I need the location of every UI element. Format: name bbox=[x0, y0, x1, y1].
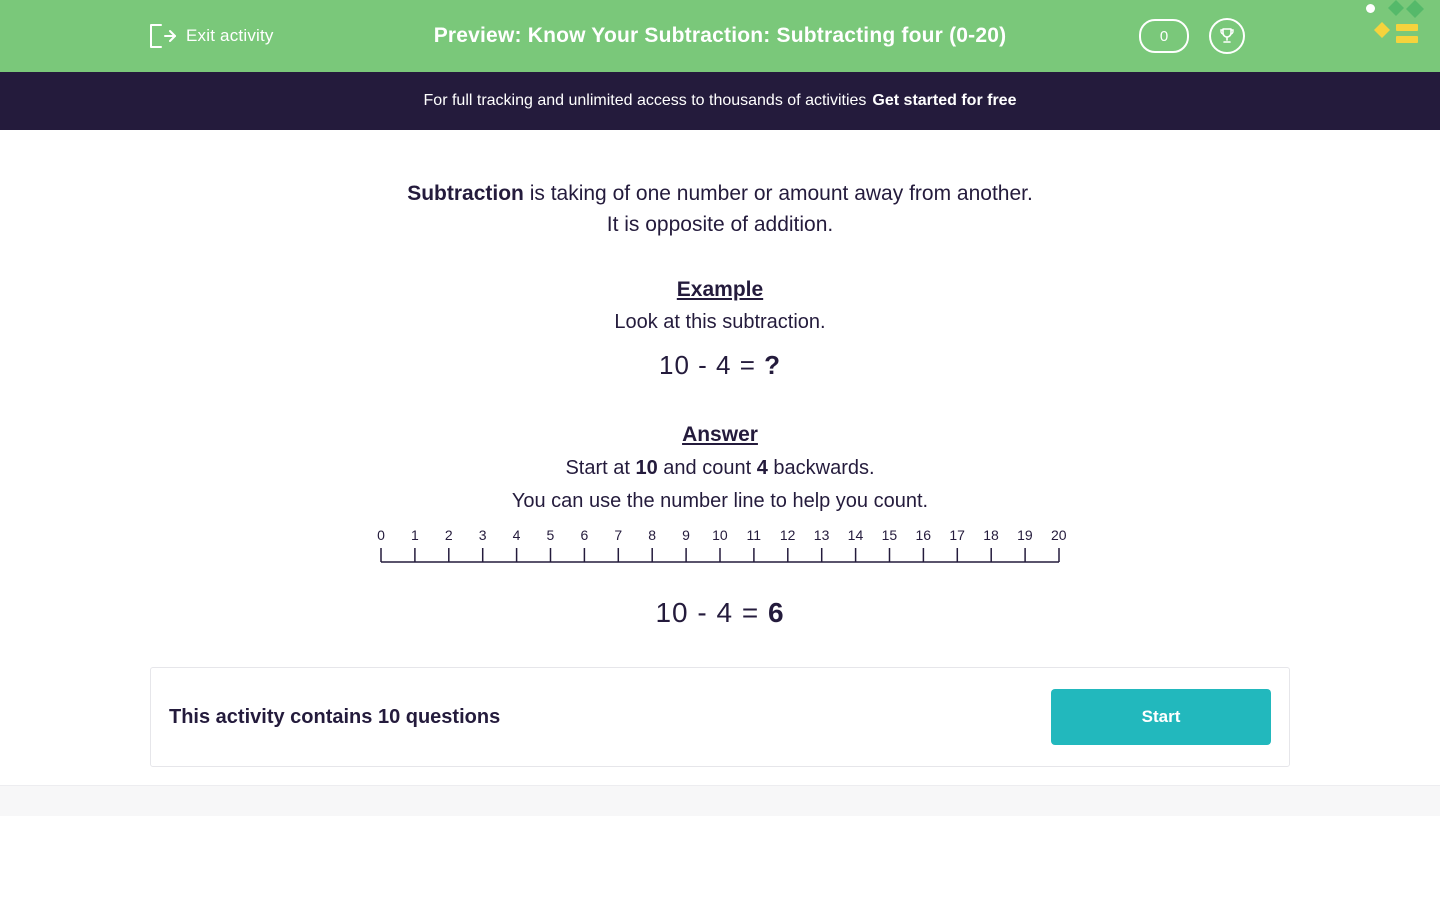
example-equation-unknown: ? bbox=[764, 350, 781, 380]
number-line-tick-label: 4 bbox=[512, 527, 521, 543]
number-line-tick-label: 5 bbox=[546, 527, 555, 543]
result-equation-text: 10 - 4 = bbox=[655, 597, 768, 628]
number-line-tick-label: 14 bbox=[847, 527, 864, 543]
exit-arrow-icon bbox=[148, 23, 176, 49]
number-line-tick-label: 6 bbox=[580, 527, 589, 543]
trophy-icon[interactable] bbox=[1209, 18, 1245, 54]
decor-bar-icon bbox=[1396, 24, 1418, 31]
answer-part-1: Start at bbox=[565, 457, 636, 479]
number-line-tick-label: 0 bbox=[377, 527, 385, 543]
answer-instruction-2: You can use the number line to help you count. bbox=[511, 490, 929, 512]
get-started-link[interactable]: Get started for free bbox=[872, 92, 1017, 109]
decor-diamond-icon bbox=[1388, 0, 1404, 16]
topbar-right-group bbox=[1139, 18, 1245, 54]
number-line-tick-label: 13 bbox=[813, 527, 830, 543]
answer-start-number: 10 bbox=[635, 457, 658, 479]
number-line-tick-label: 17 bbox=[949, 527, 965, 543]
score-badge[interactable]: 0 bbox=[1139, 19, 1189, 53]
result-equation-answer: 6 bbox=[767, 597, 785, 628]
answer-part-2: and count bbox=[657, 457, 757, 479]
number-line-tick-label: 16 bbox=[915, 527, 932, 543]
exit-activity-button[interactable] bbox=[148, 23, 274, 49]
intro-paragraph bbox=[0, 178, 1440, 240]
answer-part-3: backwards. bbox=[767, 457, 875, 479]
example-instruction: Look at this subtraction. bbox=[614, 311, 826, 333]
number-line bbox=[0, 527, 1440, 567]
number-line-tick-label: 18 bbox=[983, 527, 999, 543]
example-equation bbox=[0, 350, 1440, 381]
example-equation-text: 10 - 4 = bbox=[658, 350, 765, 380]
exit-activity-label: Exit activity bbox=[186, 26, 274, 45]
answer-count-number: 4 bbox=[756, 457, 768, 479]
start-activity-card bbox=[150, 667, 1290, 767]
answer-instruction bbox=[0, 457, 1440, 480]
intro-bold-word: Subtraction bbox=[407, 182, 524, 205]
number-line-tick-label: 15 bbox=[881, 527, 898, 543]
number-line-tick-label: 11 bbox=[746, 527, 762, 543]
number-line-tick-label: 7 bbox=[614, 527, 623, 543]
number-line-tick-label: 10 bbox=[712, 527, 728, 543]
lesson-content bbox=[0, 130, 1440, 767]
number-line-axis bbox=[370, 545, 1070, 567]
decor-dot-icon bbox=[1366, 4, 1375, 13]
bottom-strip bbox=[0, 785, 1440, 816]
page-title: Preview: Know Your Subtraction: Subtracting four (0-20) bbox=[433, 24, 1007, 47]
intro-rest: is taking of one number or amount away from another. bbox=[523, 182, 1033, 205]
question-count-label: This activity contains 10 questions bbox=[169, 705, 501, 728]
number-line-tick-label: 19 bbox=[1017, 527, 1033, 543]
result-equation bbox=[0, 597, 1440, 629]
start-button[interactable]: Start bbox=[1051, 689, 1271, 745]
promo-banner bbox=[0, 72, 1440, 130]
decor-diamond-icon bbox=[1406, 0, 1424, 18]
example-heading: Example bbox=[676, 278, 764, 301]
promo-text: For full tracking and unlimited access to thousands of activities bbox=[423, 92, 867, 109]
number-line-tick-label: 2 bbox=[444, 527, 453, 543]
number-line-labels bbox=[370, 527, 1070, 545]
decor-diamond-icon bbox=[1374, 22, 1390, 38]
number-line-tick-label: 8 bbox=[648, 527, 657, 543]
intro-line-2: It is opposite of addition. bbox=[606, 213, 834, 236]
number-line-tick-label: 1 bbox=[410, 527, 419, 543]
decorative-shapes bbox=[1366, 0, 1426, 60]
top-bar bbox=[0, 0, 1440, 72]
number-line-tick-label: 20 bbox=[1051, 527, 1067, 543]
decor-bar-icon bbox=[1396, 36, 1418, 43]
number-line-tick-label: 9 bbox=[682, 527, 690, 543]
answer-heading: Answer bbox=[682, 423, 758, 446]
number-line-tick-label: 3 bbox=[478, 527, 487, 543]
number-line-tick-label: 12 bbox=[779, 527, 796, 543]
